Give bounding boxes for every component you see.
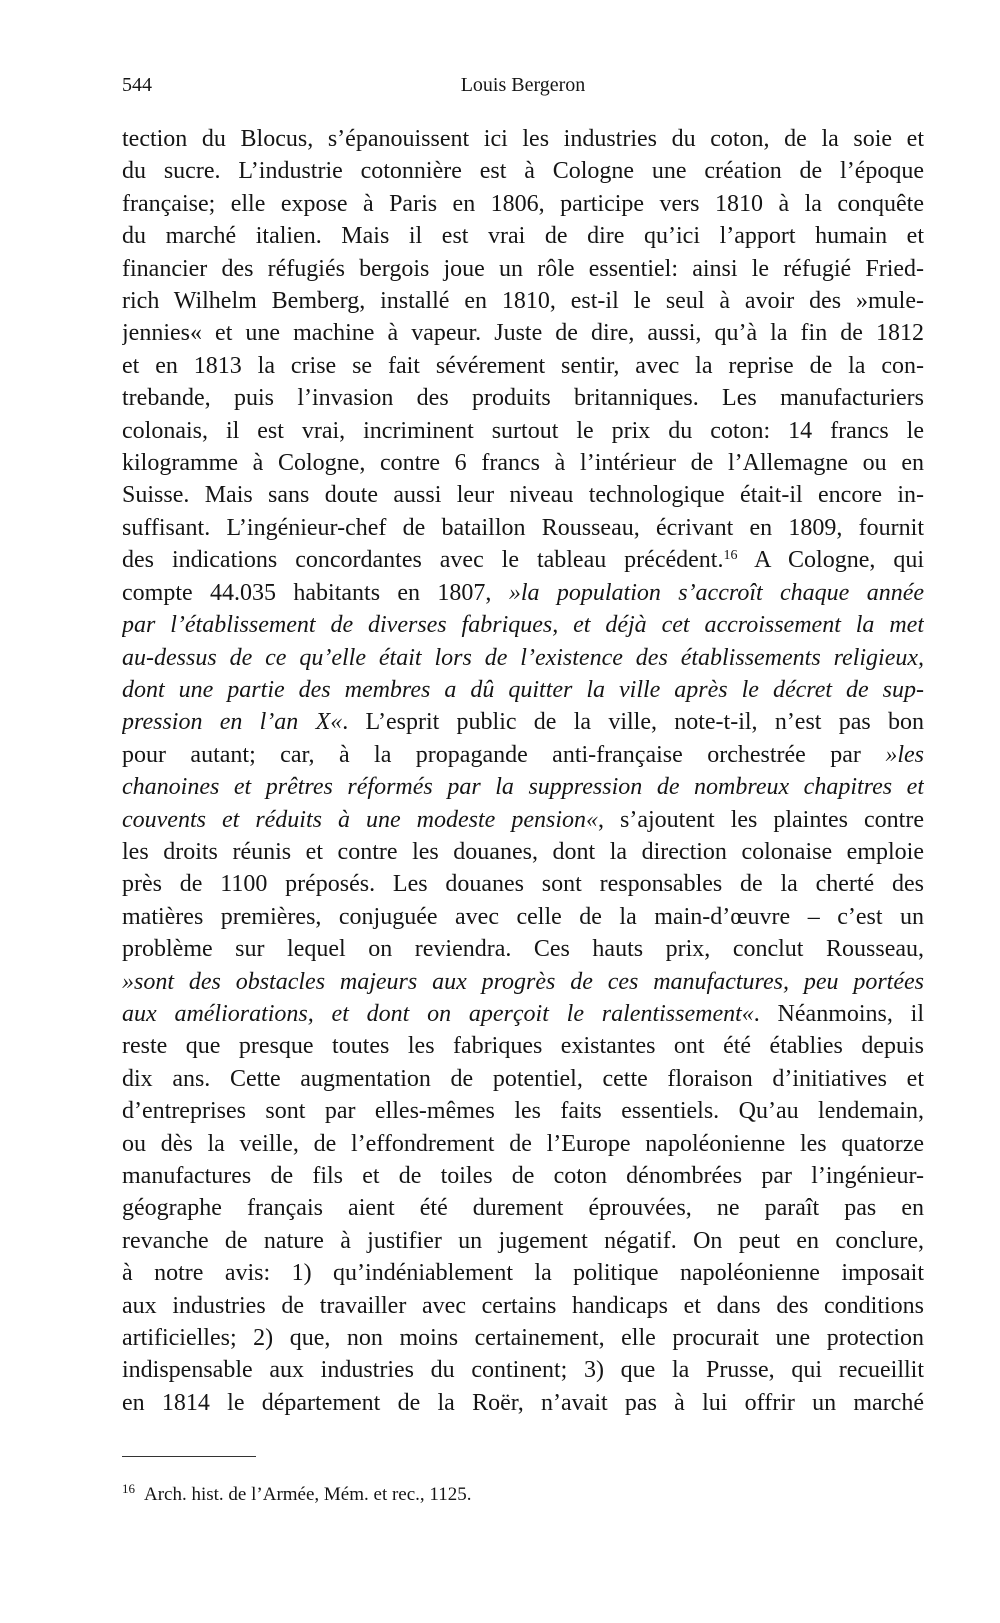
quoted-line: »sont des obstacles majeurs aux progrès de ces manufactures, peu portées <box>122 968 924 995</box>
text-line: d’entreprises sont par elles-mêmes les faits essentiels. Qu’au lendemain, <box>122 1098 924 1125</box>
text-line: géographe français aient été durement éprouvées, ne paraît pas en <box>122 1195 924 1222</box>
text-line: du sucre. L’industrie cotonnière est à Cologne une création de l’époque <box>122 158 924 185</box>
quoted-text: aux améliorations, et dont on aperçoit le ralentissement« <box>122 1000 754 1027</box>
quoted-line: chanoines et prêtres réformés par la suppression de nombreux chapitres et <box>122 774 924 801</box>
text-line: Suisse. Mais sans doute aussi leur niveau technologique était-il encore in- <box>122 482 924 509</box>
text-line: du marché italien. Mais il est vrai de dire qu’ici l’apport humain et <box>122 223 924 250</box>
text-line <box>122 577 924 609</box>
footnote <box>122 1476 742 1508</box>
text-line <box>122 739 924 771</box>
text-line: à notre avis: 1) qu’indéniablement la politique napoléonienne imposait <box>122 1260 924 1287</box>
text-line: reste que presque toutes les fabriques existantes ont été établies depuis <box>122 1033 924 1060</box>
text-line-with-footnote-ref <box>122 544 924 576</box>
text-segment: . L’esprit public de la ville, note-t-il, n’est pas bon <box>342 709 924 736</box>
text-line: financier des réfugiés bergois joue un rôle essentiel: ainsi le réfugié Fried- <box>122 255 924 282</box>
text-line: près de 1100 préposés. Les douanes sont responsables de la cherté des <box>122 871 924 898</box>
footnote-separator <box>122 1456 256 1457</box>
running-head <box>122 70 924 100</box>
quoted-text: couvents et réduits à une modeste pension« <box>122 806 599 833</box>
text-line: et en 1813 la crise se fait sévérement sentir, avec la reprise de la con- <box>122 352 924 379</box>
text-segment: . Néanmoins, il <box>753 1000 924 1027</box>
text-line: manufactures de fils et de toiles de coton dénombrées par l’ingénieur- <box>122 1163 924 1189</box>
text-segment: compte 44.035 habitants en 1807, <box>122 579 509 606</box>
text-line: dix ans. Cette augmentation de potentiel, cette floraison d’initiatives et <box>122 1065 924 1092</box>
quoted-text: »la population s’accroît chaque année <box>508 579 924 606</box>
text-line <box>122 998 924 1030</box>
text-segment: , s’ajoutent les plaintes contre <box>598 806 924 833</box>
body-text <box>122 123 924 1419</box>
text-segment: des indications concordantes avec le tableau précédent. <box>122 547 724 574</box>
text-line: française; elle expose à Paris en 1806, participe vers 1810 à la conquête <box>122 190 924 217</box>
text-line: matières premières, conjuguée avec celle de la main-d’œuvre – c’est un <box>122 903 924 930</box>
quoted-line: par l’établissement de diverses fabriques, et déjà cet accroissement la met <box>122 612 924 639</box>
text-line: jennies« et une machine à vapeur. Juste de dire, aussi, qu’à la fin de 1812 <box>122 320 924 347</box>
text-line: revanche de nature à justifier un jugement négatif. On peut en conclure, <box>122 1227 924 1254</box>
quoted-text: »les <box>885 741 924 768</box>
text-line <box>122 706 924 738</box>
text-line: trebande, puis l’invasion des produits britanniques. Les manufacturiers <box>122 385 924 412</box>
footnote-text: Arch. hist. de l’Armée, Mém. et rec., 1125. <box>144 1484 472 1505</box>
text-line: les droits réunis et contre les douanes, dont la direction colonaise emploie <box>122 838 924 865</box>
text-line: colonais, il est vrai, incriminent surtout le prix du coton: 14 francs le <box>122 417 924 444</box>
text-line: en 1814 le département de la Roër, n’avait pas à lui offrir un marché <box>122 1389 924 1416</box>
text-line: rich Wilhelm Bemberg, installé en 1810, est-il le seul à avoir des »mule- <box>122 288 924 315</box>
text-line: indispensable aux industries du continent; 3) que la Prusse, qui recueillit <box>122 1357 924 1384</box>
text-line: tection du Blocus, s’épanouissent ici les industries du coton, de la soie et <box>122 126 924 152</box>
text-line <box>122 804 924 836</box>
page-number: 544 <box>122 74 152 96</box>
quoted-line: dont une partie des membres a dû quitter la ville après le décret de sup- <box>122 676 924 703</box>
text-line: problème sur lequel on reviendra. Ces hauts prix, conclut Rousseau, <box>122 936 924 963</box>
text-line: aux industries de travailler avec certains handicaps et dans des conditions <box>122 1292 924 1319</box>
text-line: suffisant. L’ingénieur-chef de bataillon Rousseau, écrivant en 1809, fournit <box>122 514 924 541</box>
text-segment: A Cologne, qui <box>737 547 924 574</box>
running-head-author: Louis Bergeron <box>460 74 586 96</box>
text-line: kilogramme à Cologne, contre 6 francs à l’intérieur de l’Allemagne ou en <box>122 450 924 477</box>
text-segment: pour autant; car, à la propagande anti-française orchestrée par <box>122 741 886 768</box>
footnote-reference: 16 <box>723 548 738 564</box>
quoted-line: au-dessus de ce qu’elle était lors de l’existence des établissements religieux, <box>122 644 924 671</box>
quoted-text: pression en l’an X« <box>122 709 343 736</box>
footnote-marker: 16 <box>122 1481 135 1496</box>
text-line: artificielles; 2) que, non moins certainement, elle procurait une protection <box>122 1325 924 1352</box>
text-line: ou dès la veille, de l’effondrement de l’Europe napoléonienne les quatorze <box>122 1130 924 1157</box>
